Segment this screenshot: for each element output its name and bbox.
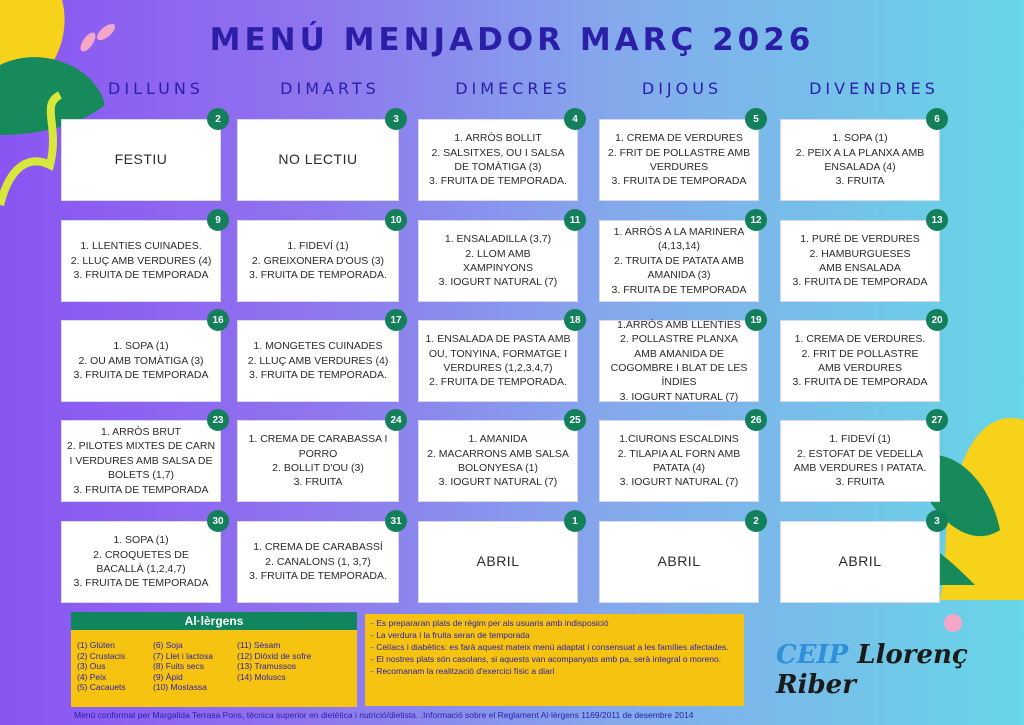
- menu-cell: [61, 119, 221, 201]
- allergens-panel: [71, 612, 357, 707]
- menu-line: 3. FRUITA DE TEMPORADA: [792, 376, 928, 389]
- menu-line: AMB AMANIDA DE: [634, 347, 724, 360]
- allergen-item: (3) Ous: [77, 661, 106, 671]
- menu-text: [74, 533, 209, 591]
- allergens-title: Al·lèrgens: [71, 612, 357, 630]
- menu-line: 1. SOPA (1): [832, 132, 888, 145]
- menu-line: 1. SOPA (1): [113, 340, 169, 353]
- menu-line: 1. CREMA DE CARABASSÍ: [253, 541, 383, 554]
- day-header: DIVENDRES: [809, 79, 939, 98]
- allergen-item: (8) Fuits secs: [153, 661, 205, 671]
- menu-line: 2. MACARRONS AMB SALSA: [427, 447, 569, 460]
- menu-line: 2. OU AMB TOMÀTIGA (3): [78, 354, 204, 367]
- menu-line: 1. CREMA DE VERDURES: [615, 132, 743, 145]
- menu-line: 3. FRUITA DE TEMPORADA.: [429, 175, 567, 188]
- menu-line: ABRIL: [838, 553, 882, 570]
- allergens-column: [77, 640, 126, 693]
- school-logo: [776, 640, 1024, 700]
- menu-line: 3. FRUITA DE TEMPORADA.: [249, 570, 387, 583]
- menu-line: 2. SALSITXES, OU I SALSA: [431, 146, 565, 159]
- menu-text: [67, 425, 215, 497]
- page-title: MENÚ MENJADOR MARÇ 2026: [209, 22, 815, 58]
- menu-line: 2. LLUÇ AMB VERDURES (4): [247, 354, 389, 367]
- menu-line: 3. FRUITA DE TEMPORADA: [792, 276, 928, 289]
- allergen-item: (12) Diòxid de sofre: [237, 650, 312, 661]
- menu-line: 3. FRUITA DE TEMPORADA: [73, 269, 209, 282]
- day-header: DIJOUS: [641, 79, 723, 98]
- pink-dot-decoration: [944, 614, 962, 632]
- allergen-item: (1) Glúten: [77, 640, 115, 650]
- notes-panel: [365, 614, 744, 706]
- menu-line: 3. FRUITA DE TEMPORADA: [611, 175, 747, 188]
- menu-line: 3. FRUITA: [293, 476, 343, 489]
- day-header: DIMECRES: [455, 79, 571, 98]
- date-badge: 6: [926, 108, 948, 130]
- allergen-item: (11) Sèsam: [237, 640, 281, 650]
- menu-line: 3. FRUITA DE TEMPORADA: [611, 283, 747, 296]
- allergens-column: [237, 640, 311, 682]
- menu-line: AMANIDA (3): [647, 269, 711, 282]
- menu-text: [618, 432, 741, 490]
- date-badge: 17: [385, 309, 407, 331]
- date-badge: 13: [926, 209, 948, 231]
- allergen-item: (5) Cacauets: [77, 682, 126, 692]
- menu-cell: [599, 521, 759, 603]
- note-item: - Recomanam la realització d'exercici físic a diari: [371, 666, 555, 676]
- date-badge: 1: [564, 510, 586, 532]
- menu-cell: [237, 320, 399, 402]
- menu-line: 2. HAMBURGUESES: [809, 247, 911, 260]
- menu-line: 1. ARRÒS A LA MARINERA: [613, 225, 745, 238]
- menu-line: 2. FRUITA DE TEMPORADA.: [429, 376, 567, 389]
- date-badge: 5: [745, 108, 767, 130]
- menu-line: 3. FRUITA DE TEMPORADA: [73, 483, 209, 496]
- allergen-item: (6) Soja: [153, 640, 183, 650]
- menu-line: 2. FRIT DE POLLASTRE AMB: [607, 146, 751, 159]
- allergen-item: (9) Àpid: [153, 671, 183, 682]
- menu-line: 2. CANALONS (1, 3,7): [265, 555, 371, 568]
- day-header: DILLUNS: [108, 79, 204, 98]
- menu-line: FESTIU: [114, 151, 168, 168]
- menu-cell: [780, 521, 940, 603]
- menu-text: [796, 131, 924, 189]
- date-badge: 10: [385, 209, 407, 231]
- menu-line: VERDURES (1,2,3,4,7): [443, 362, 553, 374]
- menu-line: 1.ARRÒS AMB LLENTIES: [617, 318, 741, 331]
- menu-text: [608, 131, 750, 189]
- menu-line: 1.CIURONS ESCALDINS: [619, 433, 739, 446]
- menu-line: 3. FRUITA DE TEMPORADA: [73, 577, 209, 590]
- menu-line: 1. ENSALADILLA (3,7): [444, 233, 552, 246]
- date-badge: 23: [207, 409, 229, 431]
- note-item: - Es prepararan plats de règim per als usuaris amb indisposició: [371, 618, 609, 628]
- logo-ceip: CEIP: [776, 640, 849, 670]
- menu-line: 3. FRUITA DE TEMPORADA.: [249, 269, 387, 282]
- menu-line: 1. CREMA DE CARABASSA I: [248, 433, 388, 446]
- menu-line: BACALLÀ (1,2,4,7): [96, 563, 186, 575]
- date-badge: 3: [385, 108, 407, 130]
- menu-line: 2. PILOTES MIXTES DE CARN: [66, 440, 216, 453]
- menu-line: 2. PEIX A LA PLANXA AMB: [795, 146, 925, 159]
- allergen-item: (14) Moluscs: [237, 671, 286, 682]
- footer-text: Menú conformat per Margalida Terrasa Pons, tècnica superior en dietètica i nutrició/dietista. .Informació sobre el Reglament Al·lèrgens 1169/2011 de desembre 2014: [74, 710, 694, 720]
- menu-cell: [418, 220, 578, 302]
- date-badge: 11: [564, 209, 586, 231]
- menu-line: 1. PURÉ DE VERDURES: [800, 233, 920, 246]
- menu-text: [427, 432, 569, 490]
- menu-line: ENSALADA (4): [824, 161, 896, 173]
- menu-line: 3. IOGURT NATURAL (7): [438, 276, 558, 289]
- date-badge: 12: [745, 209, 767, 231]
- menu-line: I VERDURES AMB SALSA DE: [69, 454, 213, 467]
- allergen-item: (2) Crustacis: [77, 650, 126, 661]
- menu-text: [794, 432, 927, 490]
- date-badge: 3: [926, 510, 948, 532]
- menu-text: [249, 239, 387, 282]
- menu-line: AMB VERDURES I PATATA.: [793, 462, 927, 474]
- menu-line: 1. AMANIDA: [468, 433, 528, 446]
- menu-line: 3. IOGURT NATURAL (7): [619, 476, 739, 489]
- date-badge: 16: [207, 309, 229, 331]
- menu-line: XAMPINYONS: [462, 262, 533, 274]
- menu-line: 2. GREIXONERA D'OUS (3): [251, 254, 385, 267]
- note-item: - Celíacs i diabètics: es farà aquest mateix menú adaptat i consensuat a les famílies afectades.: [371, 642, 729, 652]
- menu-text: [477, 552, 520, 571]
- menu-cell: [61, 320, 221, 402]
- note-item: - El nostres plats són casolans, si aquests van acompanyats amb pa, serà integral o moreno.: [371, 654, 722, 664]
- date-badge: 31: [385, 510, 407, 532]
- allergens-column: [153, 640, 213, 693]
- menu-text: [249, 540, 387, 583]
- menu-line: 2. ESTOFAT DE VEDELLA: [796, 447, 924, 460]
- note-item: - La verdura i la fruita seran de temporada: [371, 630, 530, 640]
- menu-line: AMB VERDURES: [817, 362, 902, 374]
- menu-cell: [599, 320, 759, 402]
- menu-line: 3. FRUITA DE TEMPORADA: [73, 369, 209, 382]
- menu-line: NO LECTIU: [278, 151, 358, 168]
- menu-line: 1. LLENTIES CUINADES.: [80, 240, 202, 253]
- menu-line: 1. ARRÒS BOLLIT: [454, 132, 542, 145]
- menu-line: 1. CREMA DE VERDURES.: [794, 333, 926, 346]
- date-badge: 25: [564, 409, 586, 431]
- date-badge: 30: [207, 510, 229, 532]
- menu-cell: [61, 521, 221, 603]
- menu-line: (4,13,14): [657, 240, 701, 253]
- allergen-item: (10) Mostassa: [153, 682, 207, 692]
- menu-cell: [780, 320, 940, 402]
- menu-cell: [237, 119, 399, 201]
- menu-text: [278, 150, 357, 169]
- menu-line: OU, TONYINA, FORMATGE I: [428, 347, 568, 360]
- menu-line: BOLONYESA (1): [458, 462, 538, 474]
- menu-cell: [780, 119, 940, 201]
- menu-text: [249, 432, 388, 490]
- menu-line: 3. IOGURT NATURAL (7): [438, 476, 558, 489]
- date-badge: 27: [926, 409, 948, 431]
- menu-cell: [237, 521, 399, 603]
- date-badge: 19: [745, 309, 767, 331]
- menu-cell: [61, 420, 221, 502]
- menu-line: VERDURES: [649, 161, 709, 173]
- menu-text: [658, 552, 701, 571]
- menu-cell: [780, 420, 940, 502]
- allergen-item: (13) Tramussos: [237, 661, 297, 671]
- logo-name: Llorenç Riber: [776, 640, 968, 700]
- menu-cell: [780, 220, 940, 302]
- date-badge: 9: [207, 209, 229, 231]
- menu-text: [71, 239, 212, 282]
- menu-cell: [599, 119, 759, 201]
- menu-line: 1. ENSALADA DE PASTA AMB: [425, 333, 571, 346]
- menu-text: [426, 332, 571, 390]
- menu-text: [115, 150, 168, 169]
- menu-cell: [61, 220, 221, 302]
- menu-cell: [237, 420, 399, 502]
- date-badge: 4: [564, 108, 586, 130]
- date-badge: 24: [385, 409, 407, 431]
- date-badge: 2: [745, 510, 767, 532]
- menu-line: PORRO: [298, 447, 338, 460]
- menu-cell: [237, 220, 399, 302]
- menu-line: 3. FRUITA: [835, 175, 885, 188]
- menu-text: [74, 339, 209, 382]
- menu-text: [429, 131, 567, 189]
- menu-line: 2. POLLASTRE PLANXA: [620, 333, 738, 346]
- menu-line: 2. BOLLIT D'OU (3): [272, 462, 364, 474]
- date-badge: 18: [564, 309, 586, 331]
- menu-line: 1. FIDEVÍ (1): [829, 433, 891, 446]
- menu-line: BOLETS (1,7): [108, 469, 174, 482]
- menu-line: 3. FRUITA DE TEMPORADA.: [249, 369, 387, 382]
- menu-line: ABRIL: [476, 553, 520, 570]
- menu-line: COGOMBRE I BLAT DE LES: [610, 362, 748, 374]
- allergen-item: (4) Peix: [77, 671, 107, 682]
- allergen-item: (7) Llet i lactosa: [153, 650, 213, 661]
- menu-line: 2. LLOM AMB: [465, 247, 531, 260]
- menu-cell: [418, 320, 578, 402]
- menu-cell: [418, 521, 578, 603]
- menu-text: [611, 318, 748, 405]
- menu-line: AMB ENSALADA: [819, 262, 901, 274]
- menu-line: 1. ARRÒS BRUT: [101, 425, 181, 438]
- menu-line: 1. SOPA (1): [113, 534, 169, 547]
- menu-line: 2. TRUITA DE PATATA AMB: [614, 254, 744, 267]
- menu-line: 1. MONGETES CUINADES: [253, 340, 383, 353]
- menu-line: 2. LLUÇ AMB VERDURES (4): [70, 254, 212, 267]
- menu-line: 3. IOGURT NATURAL (7): [619, 390, 739, 403]
- menu-line: 3. FRUITA: [835, 476, 885, 489]
- menu-cell: [418, 119, 578, 201]
- menu-cell: [599, 420, 759, 502]
- menu-text: [839, 552, 882, 571]
- menu-line: ABRIL: [657, 553, 701, 570]
- menu-text: [439, 232, 558, 290]
- menu-line: 2. CROQUETES DE: [93, 548, 189, 561]
- date-badge: 2: [207, 108, 229, 130]
- menu-line: 1. FIDEVÍ (1): [287, 240, 349, 253]
- menu-text: [612, 225, 747, 297]
- menu-text: [793, 332, 928, 390]
- menu-line: 2. FRIT DE POLLASTRE: [801, 347, 919, 360]
- menu-line: DE TOMÀTIGA (3): [454, 161, 542, 173]
- menu-line: 2. TILAPIA AL FORN AMB: [617, 447, 741, 460]
- menu-cell: [599, 220, 759, 302]
- menu-line: ÍNDIES: [661, 376, 697, 389]
- menu-text: [248, 339, 389, 382]
- date-badge: 26: [745, 409, 767, 431]
- date-badge: 20: [926, 309, 948, 331]
- menu-line: PATATA (4): [652, 462, 706, 474]
- menu-cell: [418, 420, 578, 502]
- day-header: DIMARTS: [280, 79, 380, 98]
- menu-text: [793, 232, 928, 290]
